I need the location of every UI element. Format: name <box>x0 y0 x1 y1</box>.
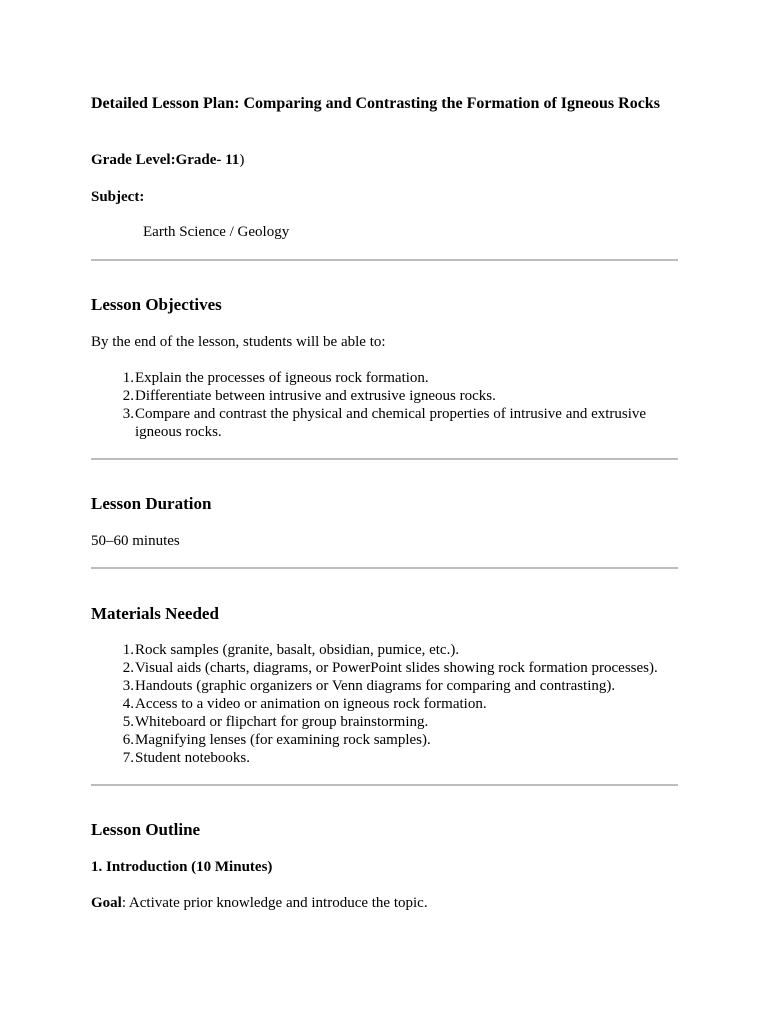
duration-heading: Lesson Duration <box>91 494 212 513</box>
goal-label: Goal <box>91 895 122 911</box>
list-item <box>91 677 681 695</box>
list-text: Whiteboard or flipchart for group brainstorming. <box>135 714 429 730</box>
list-item <box>91 641 681 659</box>
list-item <box>91 749 681 767</box>
grade-level-label: Grade Level: <box>91 152 176 168</box>
list-text: Explain the processes of igneous rock formation. <box>135 370 429 386</box>
list-text: Magnifying lenses (for examining rock samples). <box>135 732 431 748</box>
grade-level-suffix: ) <box>239 152 245 168</box>
list-text: Visual aids (charts, diagrams, or PowerPoint slides showing rock formation processes). <box>135 660 658 676</box>
objectives-list <box>91 369 681 441</box>
list-text: Student notebooks. <box>135 750 250 766</box>
list-item <box>91 731 681 749</box>
list-number: 2. <box>122 388 134 404</box>
goal-line <box>91 894 428 912</box>
list-item <box>91 695 681 713</box>
list-number: 5. <box>122 714 134 730</box>
list-item <box>91 713 681 731</box>
list-number: 1. <box>122 370 134 386</box>
subject-value: Earth Science / Geology <box>143 224 290 240</box>
materials-heading: Materials Needed <box>91 604 219 623</box>
outline-heading: Lesson Outline <box>91 820 201 839</box>
list-text: Differentiate between intrusive and extrusive igneous rocks. <box>135 388 496 404</box>
subject-label: Subject: <box>91 189 145 205</box>
section-divider <box>91 567 678 569</box>
list-item <box>91 387 681 405</box>
list-number: 2. <box>122 660 134 676</box>
list-text: Access to a video or animation on igneous rock formation. <box>135 696 487 712</box>
list-number-blank <box>91 423 135 441</box>
goal-text: : Activate prior knowledge and introduce the topic. <box>121 895 428 911</box>
section-divider <box>91 259 678 261</box>
grade-level-line <box>91 151 244 169</box>
list-text: igneous rocks. <box>135 424 222 440</box>
list-text: Handouts (graphic organizers or Venn diagrams for comparing and contrasting). <box>135 678 616 694</box>
materials-list <box>91 641 681 767</box>
objectives-heading: Lesson Objectives <box>91 295 222 314</box>
section-divider <box>91 784 678 786</box>
list-item <box>91 405 681 423</box>
list-item <box>91 369 681 387</box>
list-text: Rock samples (granite, basalt, obsidian, pumice, etc.). <box>135 642 460 658</box>
grade-level-value: Grade- 11 <box>175 152 240 168</box>
list-text: Compare and contrast the physical and chemical properties of intrusive and extrusive <box>135 406 647 422</box>
document-title: Detailed Lesson Plan: Comparing and Contrasting the Formation of Igneous Rocks <box>91 95 660 112</box>
list-number: 1. <box>122 642 134 658</box>
list-number: 4. <box>122 696 134 712</box>
list-number: 6. <box>122 732 134 748</box>
objectives-intro: By the end of the lesson, students will be able to: <box>91 334 386 350</box>
duration-value: 50–60 minutes <box>91 533 180 549</box>
list-item <box>91 659 681 677</box>
list-number: 7. <box>122 750 134 766</box>
outline-section-1: 1. Introduction (10 Minutes) <box>91 859 273 875</box>
list-item-continuation <box>91 423 681 441</box>
list-number: 3. <box>122 678 134 694</box>
list-number: 3. <box>122 406 134 422</box>
section-divider <box>91 458 678 460</box>
